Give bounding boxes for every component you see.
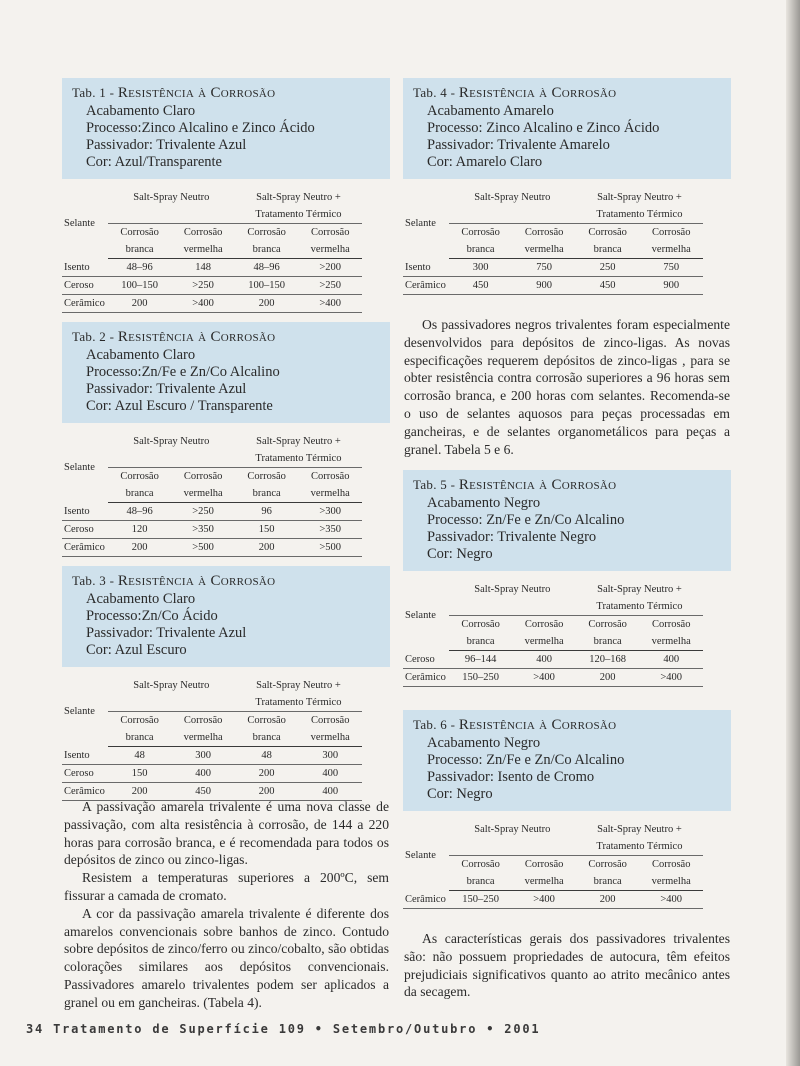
group-salt-spray: Salt-Spray Neutro (449, 581, 576, 616)
page-footer: 34 Tratamento de Superfície 109 • Setembro/Outubro • 2001 (26, 1022, 541, 1036)
table-spec-line: Cor: Azul Escuro (86, 642, 187, 658)
group-salt-spray-thermal: Salt-Spray Neutro + (597, 192, 682, 203)
table-row (62, 747, 362, 765)
table-spec-line: Processo:Zn/Fe e Zn/Co Alcalino (86, 364, 280, 380)
row-label: Cerâmico (403, 669, 449, 687)
table-title-box (403, 470, 731, 571)
table-spec-line: Passivador: Isento de Cromo (427, 769, 595, 785)
right-bottom-text (404, 930, 730, 1001)
table-2-block (62, 322, 390, 557)
row-label: Ceroso (62, 521, 108, 539)
group-salt-spray-thermal: Salt-Spray Neutro + (256, 436, 341, 447)
sub-header: Corrosão (524, 859, 564, 870)
cell-value: >400 (171, 295, 235, 313)
group-salt-spray: Salt-Spray Neutro (449, 189, 576, 224)
sub-header: Corrosão (247, 715, 286, 726)
cell-value: 300 (298, 747, 362, 765)
sub-header: Corrosão (310, 471, 350, 482)
table-spec-line: Acabamento Negro (427, 735, 541, 751)
right-paragraph-1: Os passivadores negros trivalentes foram especialmente desenvolvidos para depósitos de zinco-ligas. As novas especificações requerem depósitos de zinco-ligas , para se obter resistência contra corrosão superiores a 96 horas sem corrosão branca, e 200 horas com selantes. Recomenda-se o uso de selantes aquosos para peças processadas em gancheiras, e de selantes organometálicos para peças a granel. Tabela 5 e 6. (404, 317, 730, 457)
sub-header: vermelha (298, 485, 362, 503)
cell-value: >250 (298, 277, 362, 295)
group-salt-spray-thermal: Salt-Spray Neutro + (597, 584, 682, 595)
sub-header: Corrosão (310, 227, 350, 238)
table-spec-line: Acabamento Claro (86, 347, 196, 363)
table-spec-line: Processo: Zn/Fe e Zn/Co Alcalino (427, 512, 625, 528)
right-paragraph-2: As características gerais dos passivadores trivalentes são: não possuem propriedades de autocura, têm efeitos prejudiciais significativos quanto ao atrito mecânico antes da secagem. (404, 931, 730, 1000)
table-spec-line: Processo: Zinco Alcalino e Zinco Ácido (427, 120, 660, 136)
left-paragraph-2: Resistem a temperaturas superiores a 200ºC, sem fissurar a camada de cromato. (64, 870, 389, 903)
cell-value: >500 (171, 539, 235, 557)
row-label: Cerâmico (62, 295, 108, 313)
cell-value: 96–144 (449, 651, 513, 669)
cell-value: 120 (108, 521, 172, 539)
cell-value: 200 (108, 295, 172, 313)
selante-header: Selante (64, 462, 95, 474)
data-table (62, 677, 362, 801)
row-label: Cerâmico (62, 783, 108, 801)
row-label: Isento (403, 259, 449, 277)
cell-value: 400 (639, 651, 703, 669)
table-spec-line: Acabamento Amarelo (427, 103, 554, 119)
table-number: Tab. 4 - (413, 85, 456, 100)
cell-value: >400 (639, 669, 703, 687)
cell-value: 400 (298, 783, 362, 801)
row-label: Ceroso (62, 277, 108, 295)
table-title (413, 84, 721, 102)
table-heading: Resistência à Corrosão (117, 329, 276, 345)
sub-header: vermelha (298, 729, 362, 747)
sub-header: Corrosão (588, 619, 627, 630)
table-heading: Resistência à Corrosão (458, 717, 617, 733)
table-spec-line: Processo:Zinco Alcalino e Zinco Ácido (86, 120, 315, 136)
cell-value: 400 (298, 765, 362, 783)
table-3-block (62, 566, 390, 801)
cell-value: 48 (108, 747, 172, 765)
group-thermal-line2: Tratamento Térmico (235, 694, 362, 712)
table-row (403, 651, 703, 669)
table-number: Tab. 2 - (72, 329, 115, 344)
sub-header: vermelha (639, 873, 703, 891)
table-row (62, 521, 362, 539)
table-number: Tab. 6 - (413, 717, 456, 732)
cell-value: 200 (235, 295, 299, 313)
cell-value: 150–250 (449, 669, 513, 687)
sub-header: branca (449, 241, 513, 259)
sub-header: vermelha (298, 241, 362, 259)
sub-header: Corrosão (120, 227, 159, 238)
table-row (403, 259, 703, 277)
sub-header: vermelha (171, 729, 235, 747)
sub-header: vermelha (171, 485, 235, 503)
sub-header: branca (449, 873, 513, 891)
cell-value: 48–96 (108, 259, 172, 277)
cell-value: 200 (576, 891, 640, 909)
table-title (72, 328, 380, 346)
table-row (403, 891, 703, 909)
cell-value: 400 (512, 651, 576, 669)
table-spec-line: Passivador: Trivalente Azul (86, 381, 247, 397)
left-paragraph-3: A cor da passivação amarela trivalente é diferente dos amarelos convencionais sobre banhos de zinco. Contudo sobre depósitos de zinco/ferro ou zinco/cobalto, são obtidas colorações similares aos depósitos convencionais. Passivadores amarelo trivalentes podem ser aplicados a granel ou em gancheiras. (Tabela 4). (64, 905, 389, 1010)
table-title-box (62, 566, 390, 667)
sub-header: vermelha (171, 241, 235, 259)
cell-value: 200 (576, 669, 640, 687)
cell-value: >400 (298, 295, 362, 313)
sub-header: branca (576, 873, 640, 891)
selante-header: Selante (405, 610, 436, 622)
cell-value: 450 (171, 783, 235, 801)
cell-value: 48–96 (108, 503, 172, 521)
cell-value: 150 (108, 765, 172, 783)
group-salt-spray: Salt-Spray Neutro (449, 821, 576, 856)
table-heading: Resistência à Corrosão (458, 477, 617, 493)
table-row (62, 259, 362, 277)
group-thermal-line2: Tratamento Térmico (576, 838, 703, 856)
group-thermal-line2: Tratamento Térmico (576, 206, 703, 224)
sub-header: Corrosão (247, 471, 286, 482)
selante-header: Selante (405, 850, 436, 862)
cell-value: 900 (512, 277, 576, 295)
table-spec-line: Cor: Negro (427, 546, 493, 562)
table-spec-line: Cor: Amarelo Claro (427, 154, 543, 170)
sub-header: branca (576, 633, 640, 651)
sub-header: Corrosão (183, 471, 223, 482)
group-salt-spray-thermal: Salt-Spray Neutro + (597, 824, 682, 835)
sub-header: Corrosão (120, 471, 159, 482)
sub-header: branca (576, 241, 640, 259)
row-label: Ceroso (62, 765, 108, 783)
cell-value: >400 (512, 891, 576, 909)
table-title-box (62, 78, 390, 179)
sub-header: Corrosão (588, 227, 627, 238)
table-spec-line: Passivador: Trivalente Amarelo (427, 137, 610, 153)
cell-value: 250 (576, 259, 640, 277)
row-label: Isento (62, 503, 108, 521)
sub-header: vermelha (512, 873, 576, 891)
sub-header: vermelha (512, 633, 576, 651)
cell-value: 450 (576, 277, 640, 295)
table-number: Tab. 1 - (72, 85, 115, 100)
sub-header: Corrosão (183, 227, 223, 238)
table-heading: Resistência à Corrosão (117, 573, 276, 589)
cell-value: 120–168 (576, 651, 640, 669)
left-text (64, 798, 389, 1012)
row-label: Cerâmico (62, 539, 108, 557)
sub-header: vermelha (512, 241, 576, 259)
table-title (72, 84, 380, 102)
data-table (403, 189, 703, 295)
table-row (62, 295, 362, 313)
cell-value: 200 (235, 765, 299, 783)
table-spec-line: Cor: Azul Escuro / Transparente (86, 398, 273, 414)
table-row (62, 765, 362, 783)
sub-header: branca (449, 633, 513, 651)
sub-header: vermelha (639, 241, 703, 259)
cell-value: 300 (171, 747, 235, 765)
cell-value: 150–250 (449, 891, 513, 909)
cell-value: 300 (449, 259, 513, 277)
cell-value: >300 (298, 503, 362, 521)
cell-value: 450 (449, 277, 513, 295)
table-spec-line: Cor: Negro (427, 786, 493, 802)
sub-header: Corrosão (310, 715, 350, 726)
group-thermal-line2: Tratamento Térmico (576, 598, 703, 616)
selante-header: Selante (64, 218, 95, 230)
table-title-box (403, 710, 731, 811)
group-thermal-line2: Tratamento Térmico (235, 450, 362, 468)
table-spec-line: Passivador: Trivalente Negro (427, 529, 597, 545)
cell-value: >400 (512, 669, 576, 687)
cell-value: 400 (171, 765, 235, 783)
sub-header: branca (235, 485, 299, 503)
row-label: Cerâmico (403, 277, 449, 295)
group-thermal-line2: Tratamento Térmico (235, 206, 362, 224)
group-salt-spray: Salt-Spray Neutro (108, 677, 235, 712)
sub-header: Corrosão (651, 619, 691, 630)
table-number: Tab. 5 - (413, 477, 456, 492)
row-label: Isento (62, 259, 108, 277)
table-spec-line: Acabamento Negro (427, 495, 541, 511)
table-heading: Resistência à Corrosão (117, 85, 276, 101)
table-spec-line: Passivador: Trivalente Azul (86, 137, 247, 153)
group-salt-spray: Salt-Spray Neutro (108, 189, 235, 224)
cell-value: >400 (639, 891, 703, 909)
table-row (62, 277, 362, 295)
cell-value: 750 (512, 259, 576, 277)
table-number: Tab. 3 - (72, 573, 115, 588)
sub-header: Corrosão (524, 619, 564, 630)
cell-value: 200 (108, 539, 172, 557)
selante-header: Selante (64, 706, 95, 718)
sub-header: branca (235, 241, 299, 259)
cell-value: 96 (235, 503, 299, 521)
table-spec-line: Acabamento Claro (86, 103, 196, 119)
cell-value: >200 (298, 259, 362, 277)
sub-header: Corrosão (461, 619, 500, 630)
cell-value: >250 (171, 503, 235, 521)
cell-value: >350 (171, 521, 235, 539)
data-table (62, 433, 362, 557)
cell-value: 100–150 (235, 277, 299, 295)
row-label: Isento (62, 747, 108, 765)
group-salt-spray-thermal: Salt-Spray Neutro + (256, 192, 341, 203)
cell-value: 100–150 (108, 277, 172, 295)
table-1-block (62, 78, 390, 313)
sub-header: branca (108, 485, 172, 503)
cell-value: 750 (639, 259, 703, 277)
cell-value: 150 (235, 521, 299, 539)
table-title (72, 572, 380, 590)
table-5-block (403, 470, 731, 687)
cell-value: 48 (235, 747, 299, 765)
table-spec-line: Passivador: Trivalente Azul (86, 625, 247, 641)
sub-header: Corrosão (247, 227, 286, 238)
table-row (403, 277, 703, 295)
table-4-block (403, 78, 731, 295)
table-title (413, 716, 721, 734)
row-label: Ceroso (403, 651, 449, 669)
sub-header: Corrosão (183, 715, 223, 726)
group-salt-spray: Salt-Spray Neutro (108, 433, 235, 468)
data-table (403, 581, 703, 687)
sub-header: branca (235, 729, 299, 747)
sub-header: Corrosão (120, 715, 159, 726)
table-title-box (62, 322, 390, 423)
table-6-block (403, 710, 731, 909)
cell-value: 48–96 (235, 259, 299, 277)
table-spec-line: Cor: Azul/Transparente (86, 154, 222, 170)
data-table (62, 189, 362, 313)
sub-header: Corrosão (588, 859, 627, 870)
cell-value: >350 (298, 521, 362, 539)
table-spec-line: Processo: Zn/Fe e Zn/Co Alcalino (427, 752, 625, 768)
cell-value: 148 (171, 259, 235, 277)
sub-header: branca (108, 729, 172, 747)
data-table (403, 821, 703, 909)
selante-header: Selante (405, 218, 436, 230)
table-row (62, 539, 362, 557)
page-edge-shadow (786, 0, 800, 1066)
right-middle-text (404, 316, 730, 458)
sub-header: Corrosão (651, 227, 691, 238)
left-paragraph-1: A passivação amarela trivalente é uma nova classe de passivação, com alta resistência à corrosão, de 144 a 220 horas para corrosão branca, e é recomendada para todos os depósitos de zinco ou zinco-ligas. (64, 799, 389, 868)
cell-value: 900 (639, 277, 703, 295)
table-row (62, 503, 362, 521)
sub-header: Corrosão (461, 227, 500, 238)
cell-value: 200 (108, 783, 172, 801)
row-label: Cerâmico (403, 891, 449, 909)
cell-value: 200 (235, 783, 299, 801)
table-row (403, 669, 703, 687)
sub-header: Corrosão (651, 859, 691, 870)
table-spec-line: Processo:Zn/Co Ácido (86, 608, 218, 624)
sub-header: vermelha (639, 633, 703, 651)
cell-value: 200 (235, 539, 299, 557)
sub-header: Corrosão (461, 859, 500, 870)
cell-value: >500 (298, 539, 362, 557)
sub-header: Corrosão (524, 227, 564, 238)
group-salt-spray-thermal: Salt-Spray Neutro + (256, 680, 341, 691)
table-title-box (403, 78, 731, 179)
table-spec-line: Acabamento Claro (86, 591, 196, 607)
cell-value: >250 (171, 277, 235, 295)
table-title (413, 476, 721, 494)
sub-header: branca (108, 241, 172, 259)
table-heading: Resistência à Corrosão (458, 85, 617, 101)
